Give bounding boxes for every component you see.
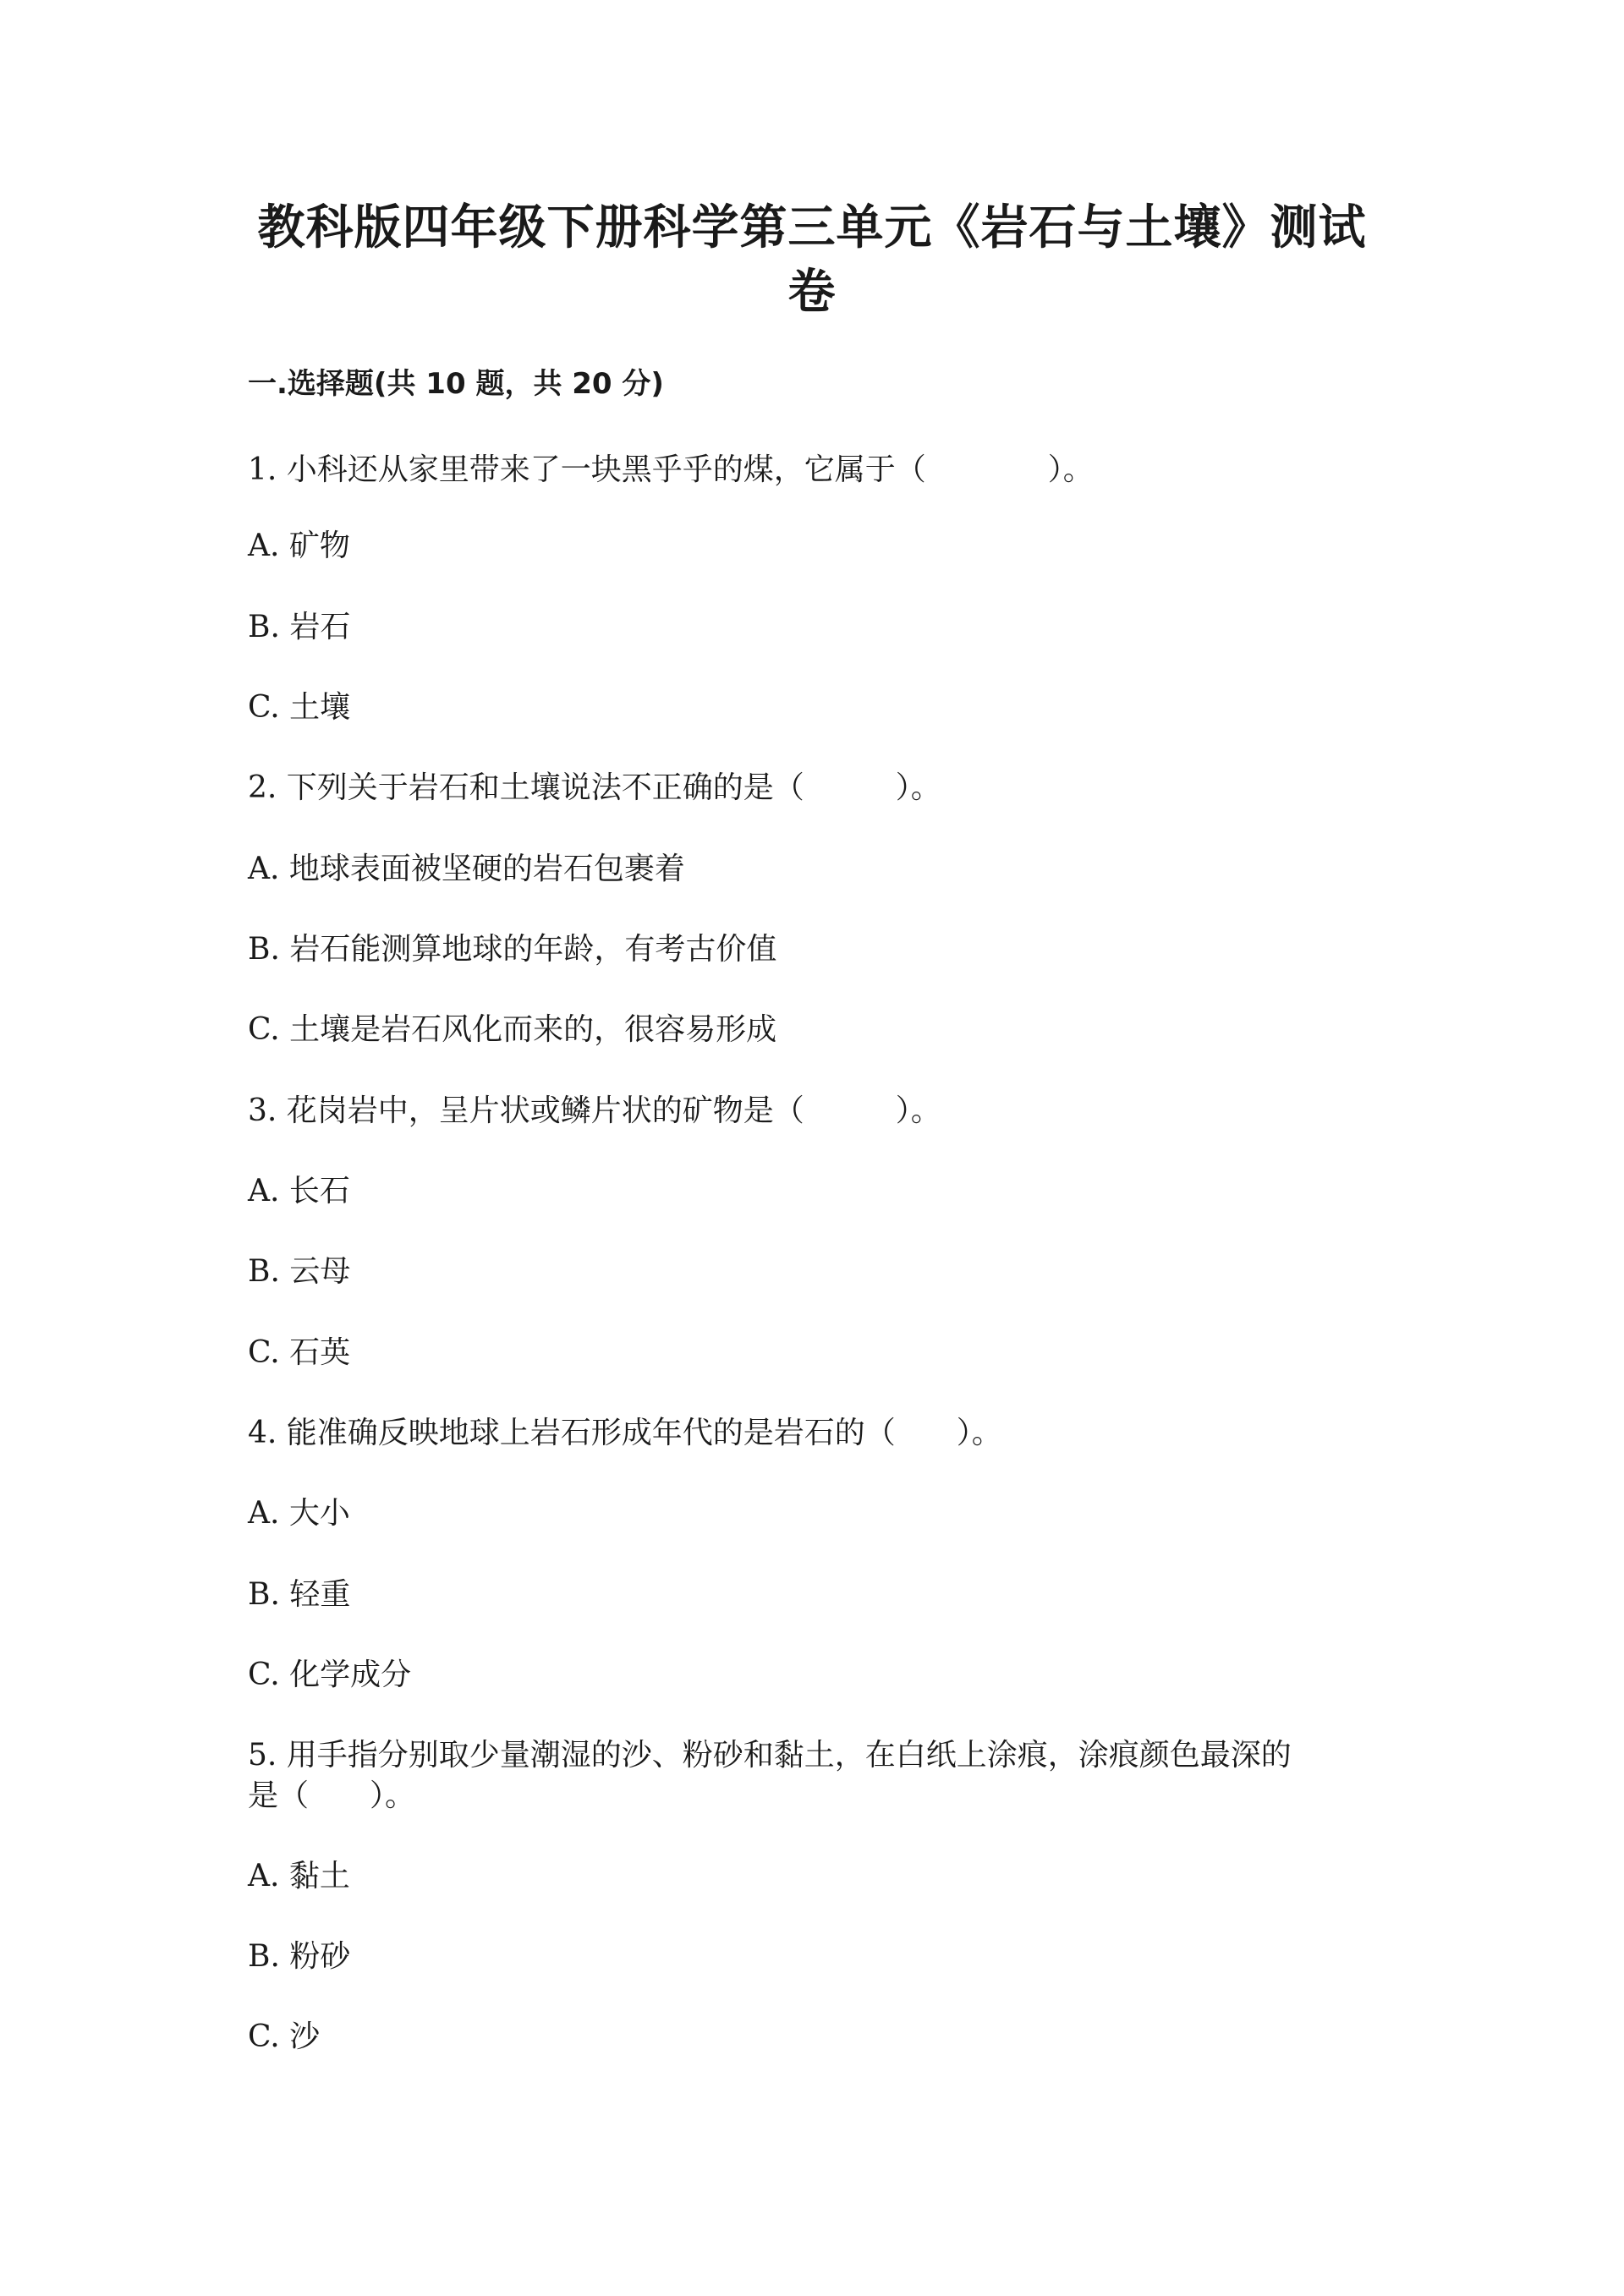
question-2-option-a: A. 地球表面被坚硬的岩石包裹着 — [248, 852, 685, 886]
question-1-option-b: B. 岩石 — [248, 610, 351, 644]
question-3-option-a: A. 长石 — [248, 1174, 350, 1208]
question-1-option-c: C. 土壤 — [248, 690, 351, 725]
question-2-option-c: C. 土壤是岩石风化而来的，很容易形成 — [248, 1012, 777, 1047]
question-4-stem: 4. 能准确反映地球上岩石形成年代的是岩石的（ ）。 — [248, 1416, 1002, 1450]
question-4-option-b: B. 轻重 — [248, 1577, 351, 1612]
question-1-option-a: A. 矿物 — [248, 529, 350, 563]
question-5-option-c: C. 沙 — [248, 2019, 321, 2054]
question-5-stem-line-2: 是（ ）。 — [248, 1778, 416, 1813]
question-5-option-a: A. 黏土 — [248, 1859, 350, 1893]
question-1-stem: 1. 小科还从家里带来了一块黑乎乎的煤，它属于（ ）。 — [248, 452, 1094, 487]
question-2-option-b: B. 岩石能测算地球的年龄，有考古价值 — [248, 932, 777, 967]
question-3-stem: 3. 花岗岩中，呈片状或鳞片状的矿物是（ ）。 — [248, 1093, 941, 1128]
question-2-stem: 2. 下列关于岩石和土壤说法不正确的是（ ）。 — [248, 770, 941, 805]
question-3-option-b: B. 云母 — [248, 1254, 351, 1289]
question-5-stem-line-1: 5. 用手指分别取少量潮湿的沙、粉砂和黏土，在白纸上涂痕，涂痕颜色最深的 — [248, 1738, 1292, 1773]
page-title: 教科版四年级下册科学第三单元《岩石与土壤》测试卷 — [257, 200, 1367, 320]
question-4-option-a: A. 大小 — [248, 1496, 350, 1531]
section-heading: 一.选择题(共 10 题，共 20 分) — [248, 367, 664, 401]
question-5-option-b: B. 粉砂 — [248, 1939, 351, 1974]
question-3-option-c: C. 石英 — [248, 1335, 351, 1370]
question-4-option-c: C. 化学成分 — [248, 1658, 412, 1692]
